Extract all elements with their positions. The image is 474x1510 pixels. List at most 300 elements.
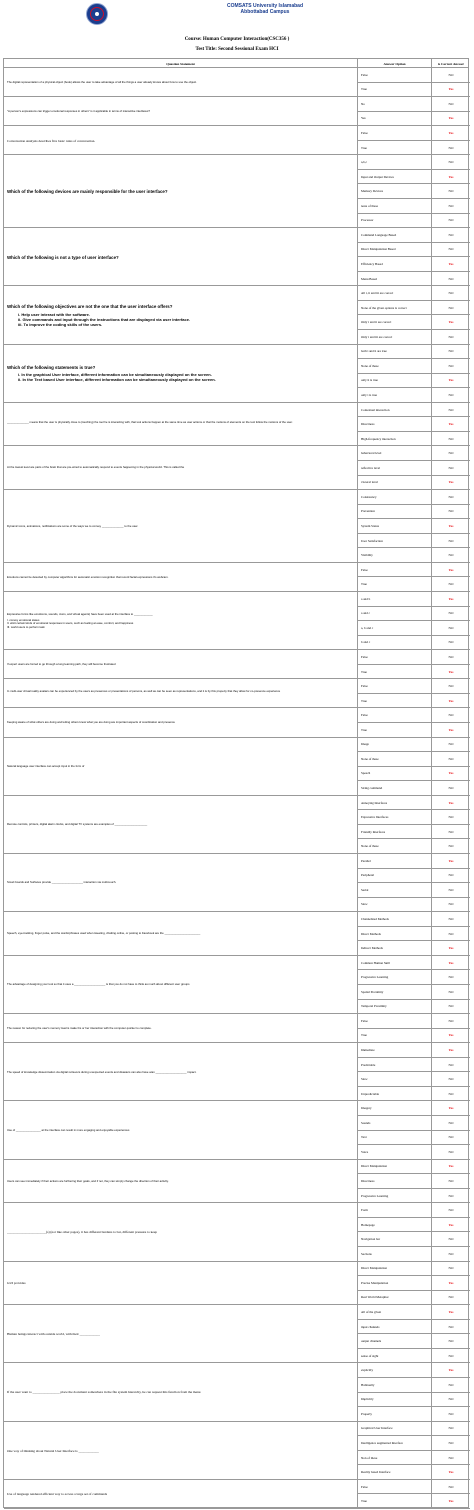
answer-option: Consistency <box>358 490 432 504</box>
answer-option: both i and ii are true <box>358 345 432 359</box>
answer-option: User Satisfaction <box>358 534 432 548</box>
question-text: Speech, eye-tracking, finger pulse, and the words/phrases used when tweeting, chatting online, or posting to Facebook are the _______________________ <box>7 931 201 936</box>
answer-row <box>358 534 470 549</box>
answer-option: Reality based Interface <box>358 1465 432 1479</box>
answer-option: Graphical User Interface <box>358 1422 432 1436</box>
question-text: Use of language rendered efficient way to access a large set of commands <box>7 1492 108 1497</box>
question-text: Dynamic icons, animations, notifications are some of the ways we to convey ______________ to the user. <box>7 523 139 528</box>
answer-option: explicitly <box>358 1363 432 1377</box>
correct-flag: Yes <box>448 1280 454 1285</box>
answer-row <box>358 1349 470 1364</box>
correct-flag: NO <box>448 363 454 368</box>
answer-option: Direct Methods <box>358 927 432 941</box>
correct-flag: NO <box>448 436 454 441</box>
answer-option: b and c <box>358 636 432 650</box>
correct-flag: NO <box>448 625 454 630</box>
answer-option: Imagery <box>358 1101 432 1115</box>
question-text: If the user want to ________________ place the document somewhere in the file system hierarchy, he can request this function from the menu <box>7 1390 201 1395</box>
correct-flag: NO <box>448 873 454 878</box>
answer-row <box>358 403 470 418</box>
answer-row <box>358 1363 470 1378</box>
answer-row <box>358 607 470 622</box>
answer-row <box>358 432 470 447</box>
correct-flag: NO <box>448 713 454 718</box>
answer-row <box>358 956 470 971</box>
correct-flag: NO <box>448 931 454 936</box>
answer-option: Sections <box>358 1247 432 1261</box>
answer-option: False <box>358 679 432 693</box>
answer-option: Annoying Interfaces <box>358 796 432 810</box>
answer-row <box>358 374 470 389</box>
answer-row <box>358 1087 470 1102</box>
question-cell <box>4 1043 358 1101</box>
correct-flag: Yes <box>448 960 454 965</box>
question-cell <box>4 446 358 490</box>
answer-row <box>358 1407 470 1422</box>
answer-row <box>358 330 470 345</box>
correct-flag: NO <box>448 1397 454 1402</box>
answer-row <box>358 1029 470 1044</box>
answer-option: Speech <box>358 767 432 781</box>
answer-row <box>358 1291 470 1306</box>
answer-option: Parallel <box>358 854 432 868</box>
answer-row <box>358 1436 470 1451</box>
correct-flag: Yes <box>448 727 454 732</box>
question-sub-item: i. Help user interact with the software. <box>18 311 91 317</box>
correct-flag: NO <box>448 291 454 296</box>
answer-option: Input and Output Devices <box>358 170 432 184</box>
question-text: Human beings interact with outside world, with their ____________ <box>7 1332 100 1337</box>
answer-row <box>358 519 470 534</box>
question-sub-item: II. elicit certain kinds of emotional responses in users, such as feeling at ease, comfort, and happiness <box>7 621 134 626</box>
answer-option: input channels <box>358 1320 432 1334</box>
page-header <box>0 0 474 32</box>
correct-flag: NO <box>448 145 454 150</box>
answer-row <box>358 446 470 461</box>
answer-row <box>358 1072 470 1087</box>
question-sub-item: i. In the graphical User interface, different information can be simultaneously displayed on the screen. <box>18 372 212 378</box>
answer-row <box>358 126 470 141</box>
answer-row <box>358 563 470 578</box>
answer-row <box>358 199 470 214</box>
question-cell <box>4 490 358 563</box>
answer-row <box>358 1465 470 1480</box>
question-text: Expressive forms like emoticons, sounds, icons, and virtual agents) have been used at the interface to ____________ <box>7 611 153 616</box>
question-cell <box>4 68 358 97</box>
correct-flag: Yes <box>448 523 454 528</box>
correct-flag: Yes <box>448 480 454 485</box>
correct-flag: Yes <box>448 596 454 601</box>
answer-option: False <box>358 650 432 664</box>
question-cell <box>4 592 358 650</box>
answer-row <box>358 752 470 767</box>
correct-flag: Yes <box>448 1164 454 1169</box>
question-cell <box>4 563 358 592</box>
answer-row <box>358 97 470 112</box>
question-sub-item: ii. Give commands and input through the instructions that are displayed via user interface. <box>18 316 191 322</box>
question-cell <box>4 796 358 854</box>
answer-option: False <box>358 1480 432 1494</box>
correct-flag: NO <box>448 611 454 616</box>
correct-flag: NO <box>448 975 454 980</box>
answer-option: Direct Manipulation Based <box>358 243 432 257</box>
answer-row <box>358 1305 470 1320</box>
answer-row <box>358 1203 470 1218</box>
answer-option: behavioral level <box>358 446 432 460</box>
answer-row <box>358 359 470 374</box>
answer-option: Serial <box>358 883 432 897</box>
correct-flag: Yes <box>448 1047 454 1052</box>
question-cell <box>4 1363 358 1421</box>
question-cell <box>4 1422 358 1480</box>
answer-option: System Status <box>358 519 432 533</box>
answer-option: Peripheral <box>358 869 432 883</box>
correct-flag: NO <box>448 553 454 558</box>
answer-option: True <box>358 141 432 155</box>
correct-flag: Yes <box>448 698 454 703</box>
answer-option: Slow <box>358 898 432 912</box>
correct-flag: NO <box>448 392 454 397</box>
answer-row <box>358 1000 470 1015</box>
question-text: The digital representation of a physical object (book) allows the user to take advantage of all the things a user already knows about how to use the object. <box>7 79 197 84</box>
correct-flag: NO <box>448 72 454 77</box>
question-text: Natural language user interface can accept input in the form of <box>7 763 85 768</box>
correct-flag: NO <box>448 1353 454 1358</box>
answer-option: True <box>358 694 432 708</box>
answer-row <box>358 1480 470 1495</box>
university-title: COMSATS University Islamabad <box>226 3 304 9</box>
answer-row <box>358 141 470 156</box>
answer-row <box>358 315 470 330</box>
question-cell <box>4 228 358 286</box>
correct-flag: NO <box>448 276 454 281</box>
question-cell <box>4 126 358 155</box>
correct-flag: Yes <box>448 378 454 383</box>
question-cell <box>4 708 358 737</box>
correct-flag: Yes <box>448 422 454 427</box>
question-text: Users can see immediately if their actions are furthering their goals, and if not, they can simply change the direction of their activity. <box>7 1178 169 1183</box>
correct-flag: NO <box>448 232 454 237</box>
correct-flag: NO <box>448 902 454 907</box>
answer-row <box>358 636 470 651</box>
answer-option: Command Language Based <box>358 228 432 242</box>
answer-option: True <box>358 665 432 679</box>
correct-flag: NO <box>448 101 454 106</box>
answer-row <box>358 1451 470 1466</box>
correct-flag: NO <box>448 349 454 354</box>
correct-flag: NO <box>448 1193 454 1198</box>
answer-row <box>358 898 470 913</box>
correct-flag: NO <box>448 815 454 820</box>
correct-flag: Yes <box>448 1309 454 1314</box>
answer-option: True <box>358 577 432 591</box>
answer-row <box>358 1393 470 1408</box>
answer-row <box>358 1334 470 1349</box>
answer-option: Only i and iii are correct <box>358 330 432 344</box>
question-cell <box>4 286 358 344</box>
answer-row <box>358 1494 470 1509</box>
answer-row <box>358 679 470 694</box>
question-cell <box>4 97 358 126</box>
correct-flag: NO <box>448 1426 454 1431</box>
answer-option: Prevention <box>358 505 432 519</box>
answer-row <box>358 708 470 723</box>
correct-flag: NO <box>448 1237 454 1242</box>
correct-flag: Yes <box>448 320 454 325</box>
answer-row <box>358 825 470 840</box>
question-cell <box>4 1480 358 1509</box>
answer-option: Form <box>358 1203 432 1217</box>
correct-flag: NO <box>448 654 454 659</box>
answer-option: only ii is true <box>358 374 432 388</box>
correct-flag: NO <box>448 785 454 790</box>
question-text: The speed of knowledge dissemination via digital retrievers during unexpected events and disasters can also have a/an ____________________ impact. <box>7 1069 197 1074</box>
answer-row <box>358 796 470 811</box>
answer-option: Voice <box>358 1145 432 1159</box>
question-cell <box>4 679 358 708</box>
answer-option: Progressive Learning <box>358 1189 432 1203</box>
correct-flag: NO <box>448 1455 454 1460</box>
answer-option: Image <box>358 738 432 752</box>
question-text: GUI provides <box>7 1281 26 1286</box>
answer-option: Only i and ii are correct <box>358 315 432 329</box>
correct-flag: NO <box>448 887 454 892</box>
question-cell <box>4 956 358 1014</box>
answer-row <box>358 345 470 360</box>
correct-flag: Yes <box>448 946 454 951</box>
answer-row <box>358 912 470 927</box>
correct-flag: Yes <box>448 1222 454 1227</box>
question-text: One way of thinking about Natural User Interface is ____________ <box>7 1448 99 1453</box>
answer-row <box>358 665 470 680</box>
column-header-option: Answer Option <box>358 59 432 68</box>
correct-flag: NO <box>448 1295 454 1300</box>
correct-flag: NO <box>448 1251 454 1256</box>
correct-flag: Yes <box>448 1033 454 1038</box>
answer-option: True <box>358 83 432 97</box>
question-sub-item: I. convey emotional states <box>7 617 40 622</box>
column-header-correct: is Correct Answer <box>437 61 465 66</box>
answer-option: False <box>358 563 432 577</box>
answer-option: Intelligence augmented Interface <box>358 1436 432 1450</box>
answer-option: Properly <box>358 1407 432 1421</box>
correct-flag: NO <box>448 742 454 747</box>
correct-flag: NO <box>448 1149 454 1154</box>
answer-row <box>358 184 470 199</box>
answer-option: a, b and c <box>358 621 432 635</box>
question-cell <box>4 1101 358 1159</box>
answer-row <box>358 272 470 287</box>
answer-row <box>358 214 470 229</box>
answer-option: only i is true <box>358 388 432 402</box>
answer-row <box>358 461 470 476</box>
question-text: The reason for reducing the user's memory load is make his or her interaction with the computer quicker to complete. <box>7 1025 152 1030</box>
answer-row <box>358 839 470 854</box>
answer-row <box>358 970 470 985</box>
answer-row <box>358 490 470 505</box>
correct-flag: Yes <box>448 800 454 805</box>
answer-row <box>358 1058 470 1073</box>
answer-row <box>358 621 470 636</box>
correct-flag: NO <box>448 640 454 645</box>
correct-flag: NO <box>448 684 454 689</box>
answer-option: Menu Based <box>358 272 432 286</box>
correct-flag: NO <box>448 203 454 208</box>
question-text: Which of the following objectives are not the one that the user interface offers? <box>7 304 173 310</box>
answer-row <box>358 1101 470 1116</box>
answer-option: Yes <box>358 112 432 126</box>
question-text: ______________ means that the user is physically close to (touching) the tool he is interacting with, that tool actions happen at the same time as user actions or that the motions of elements on the tool follow the motions of the user. <box>7 419 293 424</box>
question-cell <box>4 854 358 912</box>
university-logo-icon <box>86 3 108 25</box>
answer-option: Indirect Methods <box>358 941 432 955</box>
question-cell <box>4 345 358 403</box>
answer-option: Directness <box>358 417 432 431</box>
answer-option: False <box>358 1014 432 1028</box>
question-sub-item: III. world users to perform task <box>7 624 45 629</box>
correct-flag: NO <box>448 582 454 587</box>
correct-flag: NO <box>448 305 454 310</box>
question-text: Emotions cannot be detected by computer algorithms for automatic emotion recognition that record facial expressions it's webcam. <box>7 574 169 579</box>
correct-flag: NO <box>448 189 454 194</box>
correct-flag: Yes <box>448 771 454 776</box>
correct-flag: Yes <box>448 87 454 92</box>
question-text: The advantage of designing your tool so that it uses a ____________________ is that you do not have to think as much about different user groups <box>7 982 190 987</box>
answer-option: output channels <box>358 1334 432 1348</box>
answer-option: All i, ii and iii are correct <box>358 286 432 300</box>
answer-option: Habitually <box>358 1378 432 1392</box>
correct-flag: NO <box>448 1178 454 1183</box>
correct-flag: NO <box>448 829 454 834</box>
question-cell <box>4 1305 358 1363</box>
answer-option: String command <box>358 781 432 795</box>
answer-option: No <box>358 97 432 111</box>
answer-row <box>358 243 470 258</box>
question-cell <box>4 1014 358 1043</box>
answer-option: Homepage <box>358 1218 432 1232</box>
answer-row <box>358 1218 470 1233</box>
question-text: Which of the following devices are mainly responsible for the user interface? <box>7 189 168 195</box>
correct-flag: NO <box>448 465 454 470</box>
answer-row <box>358 1320 470 1335</box>
correct-flag: Yes <box>448 116 454 121</box>
answer-row <box>358 1276 470 1291</box>
answer-row <box>358 927 470 942</box>
answer-row <box>358 883 470 898</box>
answer-row <box>358 577 470 592</box>
answer-row <box>358 228 470 243</box>
correct-flag: Yes <box>448 1499 454 1504</box>
answer-row <box>358 83 470 98</box>
university-name <box>190 3 340 15</box>
correct-flag: NO <box>448 494 454 499</box>
question-cell <box>4 403 358 447</box>
answer-option: None of these <box>358 359 432 373</box>
correct-flag: NO <box>448 756 454 761</box>
answer-row <box>358 170 470 185</box>
answer-option: Sounds <box>358 1116 432 1130</box>
answer-row <box>358 1116 470 1131</box>
correct-flag: NO <box>448 1382 454 1387</box>
answer-row <box>358 723 470 738</box>
answer-option: a,b,c <box>358 155 432 169</box>
answer-row <box>358 388 470 403</box>
test-title: Test Title: Second Sessional Exam HCI <box>195 47 279 52</box>
question-cell <box>4 1160 358 1204</box>
correct-flag: NO <box>448 1062 454 1067</box>
question-text: In multi-user virtual reality avatars can be experienced by the users as presences or presentations of persons, as well as can be seen as representations, and it is by this property that they allow for co-presence experience <box>7 689 281 694</box>
answer-option: Slow <box>358 1072 432 1086</box>
answer-row <box>358 1160 470 1175</box>
answer-row <box>358 1232 470 1247</box>
correct-flag: NO <box>448 1208 454 1213</box>
answer-option: Spatial Proximity <box>358 985 432 999</box>
correct-flag: NO <box>448 1077 454 1082</box>
answer-row <box>358 1145 470 1160</box>
correct-flag: NO <box>448 218 454 223</box>
question-cell <box>4 1262 358 1306</box>
answer-row <box>358 650 470 665</box>
answer-row <box>358 112 470 127</box>
question-text: Smart boards and Surfaces provide ____________________ interaction via multi-touch. <box>7 880 117 885</box>
correct-flag: NO <box>448 1411 454 1416</box>
correct-flag: NO <box>448 1440 454 1445</box>
answer-option: Memory Devices <box>358 184 432 198</box>
answer-row <box>358 68 470 83</box>
answer-option: None of these <box>358 839 432 853</box>
answer-option: None of the given options is correct <box>358 301 432 315</box>
answer-option: True <box>358 1494 432 1508</box>
answer-option: visceral level <box>358 476 432 490</box>
answer-option: Non of these <box>358 1451 432 1465</box>
answer-row <box>358 286 470 301</box>
campus-name: Abbottabad Campus <box>240 9 290 15</box>
question-cell <box>4 155 358 228</box>
correct-flag: NO <box>448 989 454 994</box>
answer-option: Common Human Skill <box>358 956 432 970</box>
correct-flag: NO <box>448 407 454 412</box>
question-sub-item: ii. In the Text based User interface, different information can be simultaneously displayed on the screen. <box>18 377 216 383</box>
answer-option: True <box>358 723 432 737</box>
answer-option: Efficiency Based <box>358 257 432 271</box>
answer-option: Friendly Interfaces <box>358 825 432 839</box>
answer-option: sense of sight <box>358 1349 432 1363</box>
question-text: If expert users are forced to go through a long learning path, they will become frustrated <box>7 661 116 666</box>
answer-row <box>358 869 470 884</box>
answer-row <box>358 985 470 1000</box>
correct-flag: Yes <box>448 1106 454 1111</box>
answer-row <box>358 1189 470 1204</box>
question-text: At the lowest level are parts of the brain that are pre-wired to automatically respond to events happening in the physical world. This is called the <box>7 465 185 470</box>
answer-option: Text <box>358 1131 432 1145</box>
answer-option: False <box>358 68 432 82</box>
column-header-question: Question Statement <box>4 59 358 68</box>
question-text: Which of the following statements is true? <box>7 364 96 370</box>
answer-option: Contextual interaction <box>358 403 432 417</box>
answer-option: Implicitly <box>358 1393 432 1407</box>
correct-flag: NO <box>448 1324 454 1329</box>
correct-flag: NO <box>448 334 454 339</box>
correct-flag: NO <box>448 509 454 514</box>
correct-flag: NO <box>448 1484 454 1489</box>
correct-flag: NO <box>448 1120 454 1125</box>
correct-flag: NO <box>448 160 454 165</box>
answer-option: None of these <box>358 752 432 766</box>
correct-flag: NO <box>448 1091 454 1096</box>
correct-flag: Yes <box>448 567 454 572</box>
correct-flag: NO <box>448 916 454 921</box>
correct-flag: Yes <box>448 669 454 674</box>
